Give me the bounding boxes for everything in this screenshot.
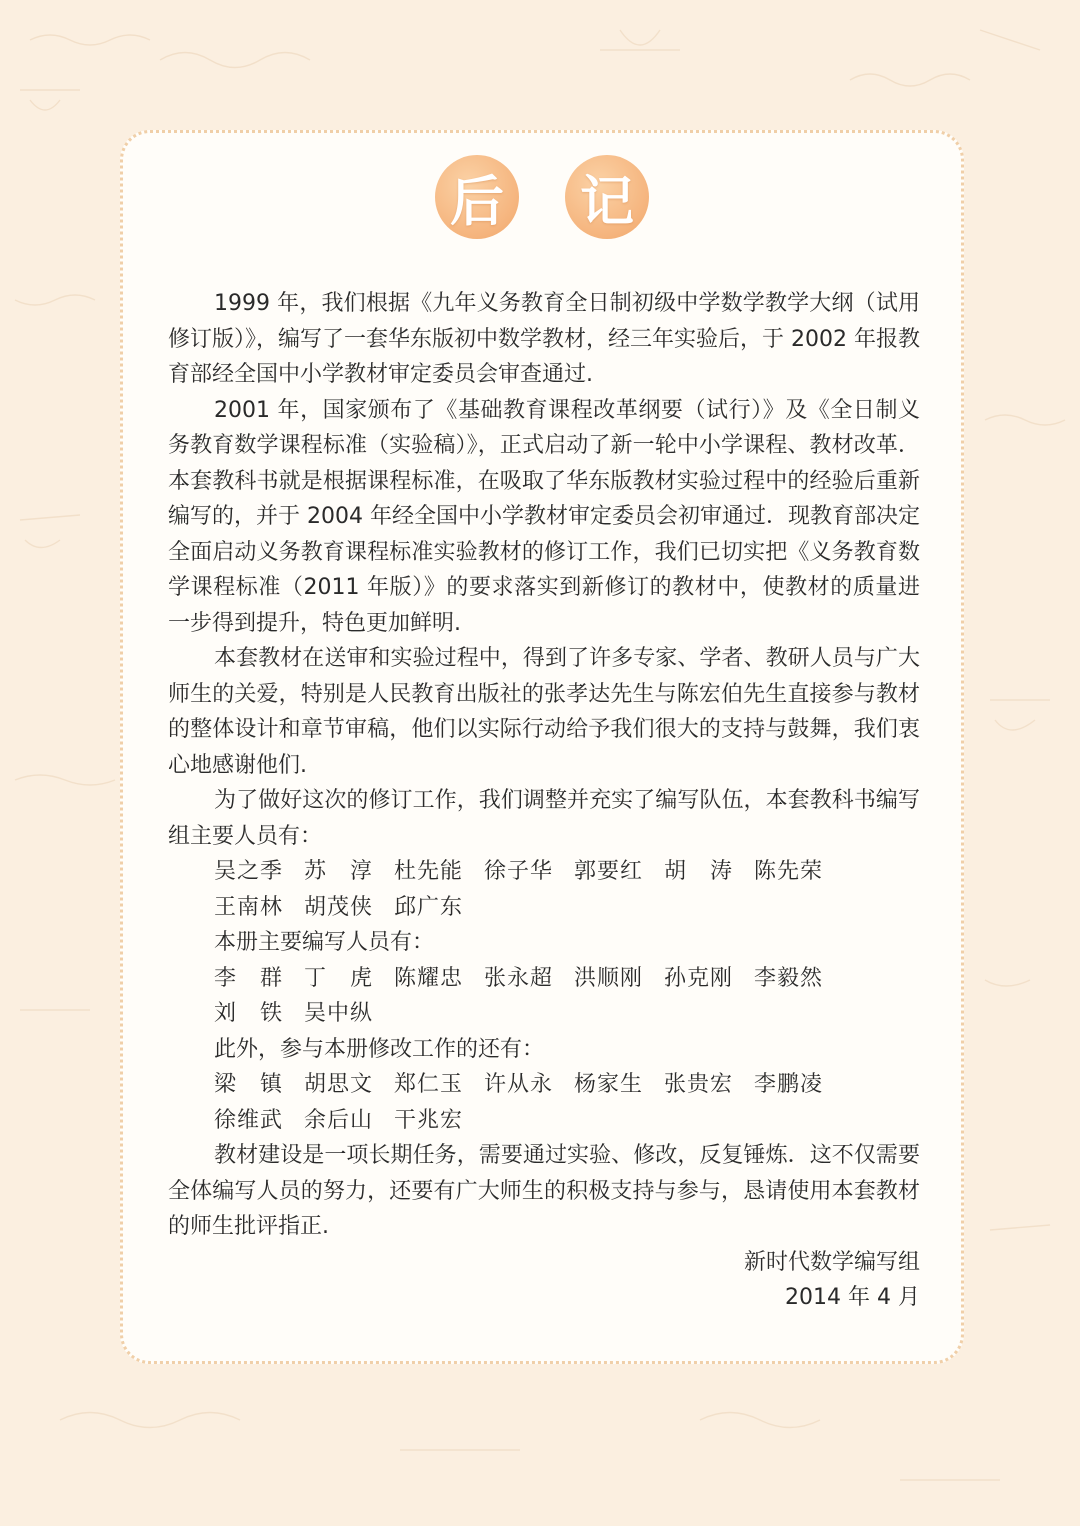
author-name: 李 群 — [214, 965, 284, 991]
author-name: 胡茂侠 — [304, 894, 374, 920]
author-name: 苏 淳 — [304, 859, 374, 884]
closing-paragraph: 教材建设是一项长期任务，需要通过实验、修改，反复锤炼．这不仅需要全体编写人员的努力，还要有广大师生的积极支持与参与，恳请使用本套教材的师生批评指正. — [168, 1143, 920, 1239]
volume-authors-list — [168, 961, 920, 1032]
author-name: 孙克刚 — [664, 965, 734, 991]
signature-group: 新时代数学编写组 — [743, 1249, 920, 1275]
author-name: 杜先能 — [394, 859, 464, 884]
author-name: 徐子华 — [484, 859, 554, 884]
author-name: 胡 涛 — [664, 859, 734, 884]
author-name: 陈先荣 — [754, 859, 824, 884]
paragraph-2: 2001 年，国家颁布了《基础教育课程改革纲要（试行）》及《全日制义务教育数学课程标准（实验稿）》，正式启动了新一轮中小学课程、教材改革．本套教科书就是根据课程标准，在吸取了华东版教材实验过程中的经验后重新编写的，并于 2004 年经全国中小学教材审定委员会初审通过．现教育部决定全面启动义务教育课程标准实验教材的修订工作，我们已切实把《义务教育数学课程标准（2011 年版）》的要求落实到新修订的教材中，使教材的质量进一步得到提升，特色更加鲜明. — [168, 397, 920, 636]
signature-date: 2014 年 4 月 — [785, 1285, 920, 1310]
paragraph-4: 为了做好这次的修订工作，我们调整并充实了编写队伍，本套教科书编写组主要人员有： — [168, 788, 920, 849]
author-name: 陈耀忠 — [394, 965, 464, 991]
author-name: 吴中纵 — [304, 1001, 374, 1026]
contributor-name: 张贵宏 — [664, 1072, 734, 1097]
contributor-name: 许从永 — [484, 1072, 554, 1097]
others-label: 此外，参与本册修改工作的还有： — [214, 1036, 545, 1062]
author-name: 邱广东 — [394, 894, 464, 920]
author-name: 张永超 — [484, 965, 554, 991]
contributor-name: 梁 镇 — [214, 1072, 284, 1097]
afterword-body — [168, 286, 920, 1316]
afterword-card — [120, 130, 964, 1364]
author-name: 郭要红 — [574, 859, 644, 884]
contributor-name: 余后山 — [304, 1107, 374, 1133]
others-list — [168, 1067, 920, 1138]
contributor-name: 杨家生 — [574, 1072, 644, 1097]
title-char-hou: 后 — [435, 155, 519, 239]
contributor-name: 徐维武 — [214, 1107, 284, 1133]
author-name: 刘 铁 — [214, 1001, 284, 1026]
contributor-name: 郑仁玉 — [394, 1072, 464, 1097]
main-authors-list — [168, 854, 920, 925]
author-name: 吴之季 — [214, 859, 284, 884]
author-name: 丁 虎 — [304, 965, 374, 991]
author-name: 王南林 — [214, 894, 284, 920]
author-name: 洪顺刚 — [574, 965, 644, 991]
paragraph-1: 1999 年，我们根据《九年义务教育全日制初级中学数学教学大纲（试用修订版）》，编写了一套华东版初中数学教材，经三年实验后，于 2002 年报教育部经全国中小学教材审定委员会审查通过. — [168, 291, 920, 387]
volume-authors-label: 本册主要编写人员有： — [214, 930, 435, 955]
contributor-name: 干兆宏 — [394, 1107, 464, 1133]
paragraph-3: 本套教材在送审和实验过程中，得到了许多专家、学者、教研人员与广大师生的关爱，特别是人民教育出版社的张孝达先生与陈宏伯先生直接参与教材的整体设计和章节审稿，他们以实际行动给予我们很大的支持与鼓舞，我们衷心地感谢他们. — [168, 646, 920, 778]
contributor-name: 胡思文 — [304, 1072, 374, 1097]
author-name: 李毅然 — [754, 965, 824, 991]
title — [123, 155, 961, 239]
contributor-name: 李鹏凌 — [754, 1072, 824, 1097]
title-char-ji: 记 — [565, 155, 649, 239]
